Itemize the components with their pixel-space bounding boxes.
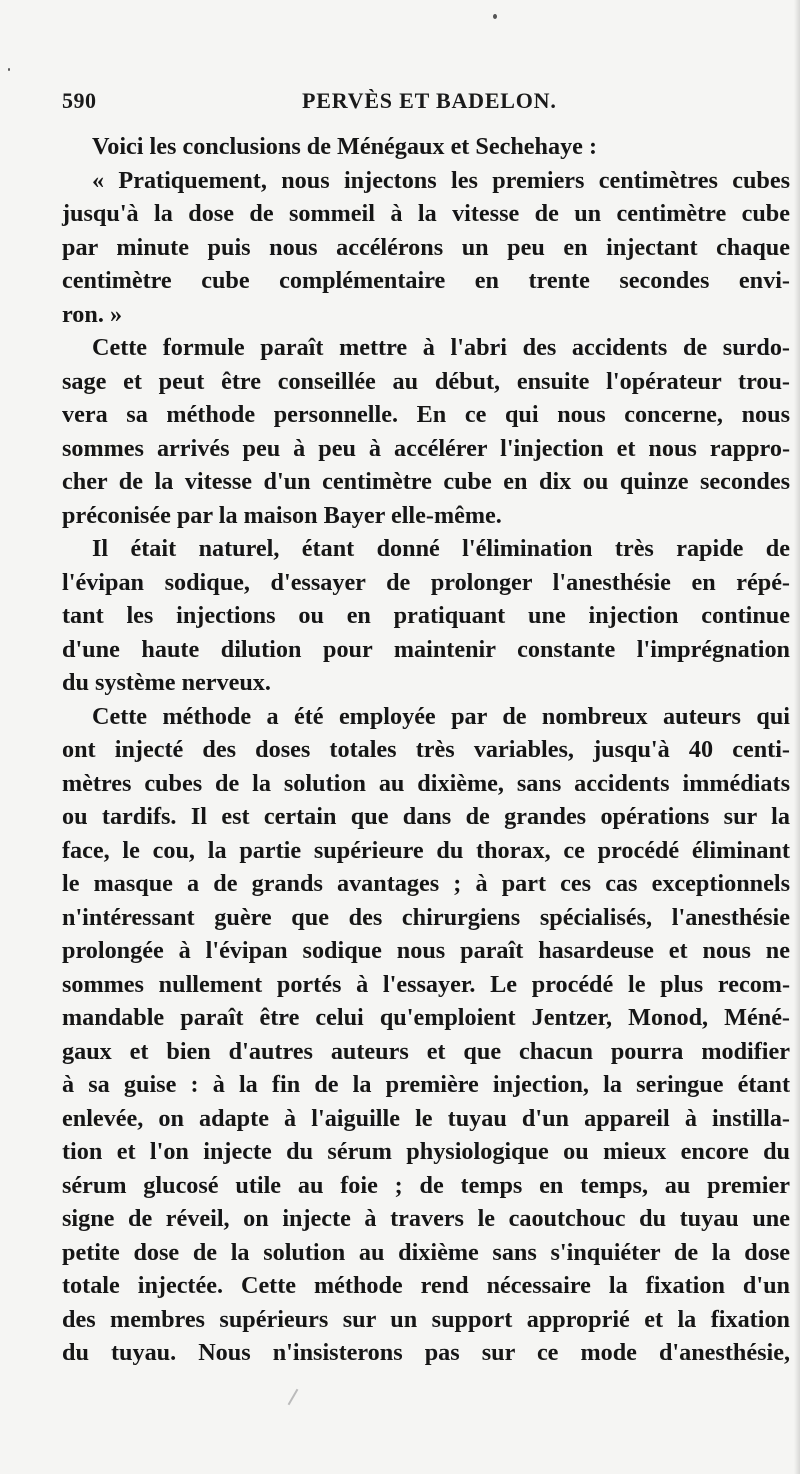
- text-line: cher de la vitesse d'un centimètre cube en dix ou quinze secondes: [62, 468, 790, 495]
- text-line: mètres cubes de la solution au dixième, sans accidents immédiats: [62, 769, 790, 797]
- text-line: Il était naturel, étant donné l'élimination très rapide de: [92, 535, 790, 562]
- text-line: signe de réveil, on injecte à travers le caoutchouc du tuyau une: [62, 1205, 790, 1232]
- text-line: gaux et bien d'autres auteurs et que chacun pourra modifier: [62, 1037, 790, 1065]
- text-line: sommes nullement portés à l'essayer. Le procédé le plus recom-: [62, 970, 790, 998]
- running-head: PERVÈS ET BADELON.: [302, 88, 557, 113]
- text-line: le masque a de grands avantages ; à part ces cas exceptionnels: [62, 870, 790, 897]
- text-line: ont injecté des doses totales très variables, jusqu'à 40 centi-: [62, 736, 790, 763]
- text-line: « Pratiquement, nous injectons les premiers centimètres cubes: [92, 166, 790, 194]
- text-line: prolongée à l'évipan sodique nous paraît hasardeuse et nous ne: [62, 937, 790, 964]
- text-line: par minute puis nous accélérons un peu en injectant chaque: [62, 233, 790, 261]
- scan-speck: [8, 68, 10, 71]
- text-line: petite dose de la solution au dixième sans s'inquiéter de la dose: [62, 1238, 790, 1266]
- text-line: centimètre cube complémentaire en trente secondes envi-: [62, 267, 790, 294]
- text-line: des membres supérieurs sur un support approprié et la fixation: [62, 1305, 790, 1333]
- text-line: du tuyau. Nous n'insisterons pas sur ce mode d'anesthésie,: [62, 1339, 790, 1366]
- text-line: préconisée par la maison Bayer elle-même.: [62, 501, 502, 529]
- text-line: sage et peut être conseillée au début, ensuite l'opérateur trou-: [62, 367, 790, 395]
- text-line: tant les injections ou en pratiquant une injection continue: [62, 602, 790, 629]
- text-line: du système nerveux.: [62, 669, 271, 696]
- text-line: jusqu'à la dose de sommeil à la vitesse de un centimètre cube: [62, 200, 790, 227]
- text-line: n'intéressant guère que des chirurgiens spécialisés, l'anesthésie: [62, 903, 790, 931]
- text-line: sérum glucosé utile au foie ; de temps en temps, au premier: [62, 1171, 790, 1199]
- text-line: Cette formule paraît mettre à l'abri des accidents de surdo-: [92, 334, 790, 361]
- text-line: l'évipan sodique, d'essayer de prolonger l'anesthésie en répé-: [62, 568, 790, 596]
- page-edge-shadow: [794, 0, 800, 1474]
- text-line: sommes arrivés peu à peu à accélérer l'injection et nous rappro-: [62, 434, 790, 462]
- page-header: [62, 88, 788, 118]
- body-text: [62, 130, 790, 1370]
- scan-speck: [493, 14, 497, 19]
- text-line: vera sa méthode personnelle. En ce qui nous concerne, nous: [62, 401, 790, 428]
- text-line: enlevée, on adapte à l'aiguille le tuyau d'un appareil à instilla-: [62, 1104, 790, 1132]
- text-line: totale injectée. Cette méthode rend nécessaire la fixation d'un: [62, 1272, 790, 1299]
- text-line: Voici les conclusions de Ménégaux et Sechehaye :: [92, 133, 597, 160]
- text-line: mandable paraît être celui qu'emploient Jentzer, Monod, Méné-: [62, 1004, 790, 1031]
- text-line: face, le cou, la partie supérieure du thorax, ce procédé éliminant: [62, 836, 790, 864]
- text-line: tion et l'on injecte du sérum physiologique ou mieux encore du: [62, 1138, 790, 1165]
- text-line: d'une haute dilution pour maintenir constante l'imprégnation: [62, 635, 790, 663]
- text-line: à sa guise : à la fin de la première injection, la seringue étant: [62, 1071, 790, 1098]
- text-line: ron. »: [62, 300, 123, 328]
- page-number: 590: [62, 88, 97, 113]
- scan-mark: [288, 1389, 299, 1406]
- text-line: Cette méthode a été employée par de nombreux auteurs qui: [92, 702, 790, 730]
- text-line: ou tardifs. Il est certain que dans de grandes opérations sur la: [62, 803, 790, 830]
